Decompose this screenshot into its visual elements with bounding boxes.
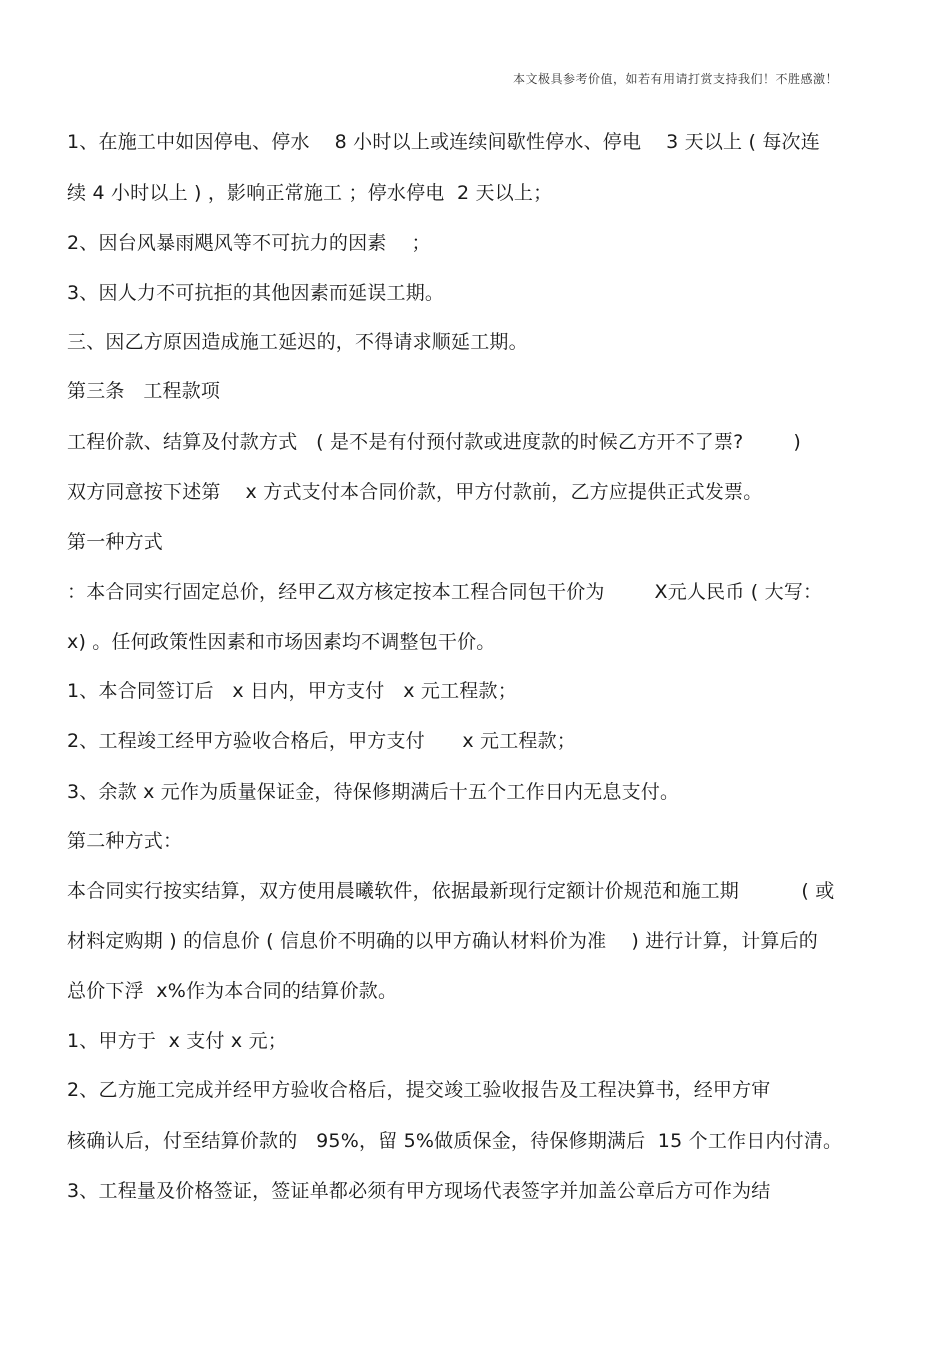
text-line: 工程价款、结算及付款方式 ( 是不是有付预付款或进度款的时候乙方开不了票? ) [67,431,801,453]
text-line: 3、工程量及价格签证，签证单都必须有甲方现场代表签字并加盖公章后方可作为结 [67,1180,771,1202]
text-line: 1、甲方于 x 支付 x 元； [67,1030,287,1052]
subsection-heading: 第二种方式： [67,830,183,852]
header-note: 本文极具参考价值，如若有用请打赏支持我们！不胜感激！ [512,72,838,86]
text-line: 本合同实行按实结算，双方使用晨曦软件，依据最新现行定额计价规范和施工期 ( 或 [67,880,835,902]
text-line: 3、余款 x 元作为质量保证金，待保修期满后十五个工作日内无息支付。 [67,781,680,803]
section-heading: 第三条 工程款项 [67,380,221,402]
subsection-heading: 第一种方式 [67,531,164,553]
text-line: 3、因人力不可抗拒的其他因素而延误工期。 [67,282,445,304]
text-line: 2、因台风暴雨飓风等不可抗力的因素 ； [67,232,431,254]
text-line: 续 4 小时以上 ) ，影响正常施工 ；停水停电 2 天以上； [67,182,553,204]
text-line: 双方同意按下述第 x 方式支付本合同价款，甲方付款前，乙方应提供正式发票。 [67,481,763,503]
text-line: ：本合同实行固定总价，经甲乙双方核定按本工程合同包干价为 X元人民币 ( 大写： [67,581,823,603]
text-line: 2、工程竣工经甲方验收合格后，甲方支付 x 元工程款； [67,730,577,752]
text-line: 2、乙方施工完成并经甲方验收合格后，提交竣工验收报告及工程决算书，经甲方审 [67,1079,771,1101]
text-line: 材料定购期 ) 的信息价 ( 信息价不明确的以甲方确认材料价为准 ) 进行计算，计算后的 [67,930,818,952]
text-line: 三、因乙方原因造成施工延迟的，不得请求顺延工期。 [67,331,528,353]
text-line: 1、在施工中如因停电、停水 8 小时以上或连续间歇性停水、停电 3 天以上 ( 每次连 [67,131,820,153]
text-line: 总价下浮 x%作为本合同的结算价款。 [67,980,398,1002]
text-line: x) 。任何政策性因素和市场因素均不调整包干价。 [67,631,496,653]
text-line: 1、本合同签订后 x 日内，甲方支付 x 元工程款； [67,680,517,702]
text-line: 核确认后，付至结算价款的 95%，留 5%做质保金，待保修期满后 15 个工作日内付清。 [67,1130,843,1152]
